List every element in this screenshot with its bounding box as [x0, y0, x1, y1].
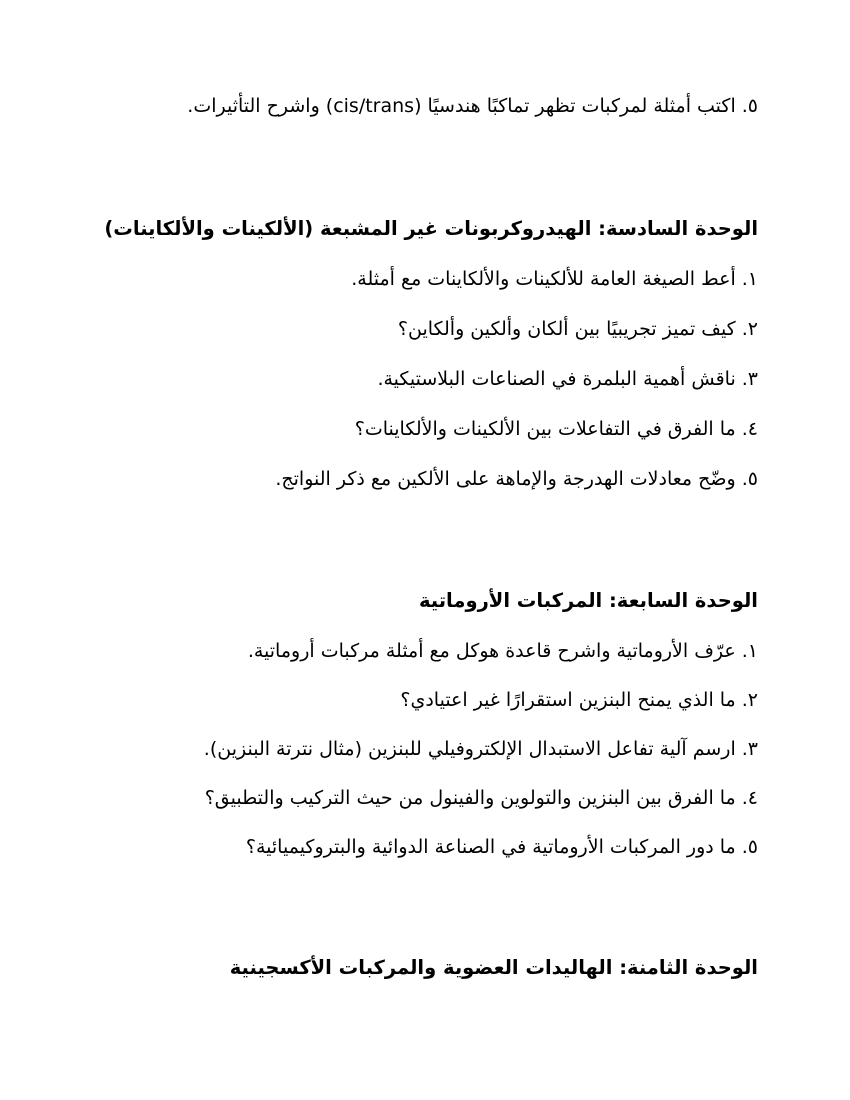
- list-item: [377, 366, 758, 392]
- item-text: ارسم آلية تفاعل الاستبدال الإلكتروفيلي للبنزين (مثال نترتة البنزين).: [203, 738, 736, 760]
- item-number: ٢.: [741, 318, 758, 340]
- item-text: ما دور المركبات الأروماتية في الصناعة الدوائية والبتروكيميائية؟: [245, 836, 736, 858]
- list-item: [275, 466, 758, 492]
- list-item: [248, 638, 758, 664]
- list-item: [246, 834, 758, 860]
- item-number: ٤.: [741, 418, 758, 440]
- list-item: [351, 266, 758, 292]
- list-item: [355, 416, 758, 442]
- item-text: ما الفرق في التفاعلات بين الألكينات والألكاينات؟: [354, 418, 736, 440]
- item-text: ناقش أهمية البلمرة في الصناعات البلاستيكية.: [377, 368, 736, 390]
- list-item: [398, 316, 758, 342]
- item-text: كيف تميز تجريبيًا بين ألكان وألكين وألكاين؟: [397, 318, 736, 340]
- item-number: ٥.: [741, 836, 758, 858]
- item-text: عرّف الأروماتية واشرح قاعدة هوكل مع أمثلة مركبات أروماتية.: [247, 640, 736, 662]
- item-number: ١.: [741, 640, 758, 662]
- list-item: [187, 93, 758, 119]
- item-text: وضّح معادلات الهدرجة والإماهة على الألكين مع ذكر النواتج.: [275, 468, 736, 490]
- item-number: ٥.: [741, 95, 758, 117]
- item-text: ما الذي يمنح البنزين استقرارًا غير اعتيادي؟: [400, 689, 736, 711]
- item-number: ٣.: [741, 738, 758, 760]
- list-item: [400, 687, 758, 713]
- unit-6-heading: الوحدة السادسة: الهيدروكربونات غير المشبعة (الألكينات والألكاينات): [104, 217, 758, 240]
- item-number: ١.: [741, 268, 758, 290]
- item-text: أعط الصيغة العامة للألكينات والألكاينات مع أمثلة.: [351, 268, 736, 290]
- item-number: ٣.: [741, 368, 758, 390]
- item-text: ما الفرق بين البنزين والتولوين والفينول من حيث التركيب والتطبيق؟: [204, 787, 736, 809]
- unit-8-heading: الوحدة الثامنة: الهاليدات العضوية والمركبات الأكسجينية: [229, 956, 758, 979]
- item-number: ٢.: [741, 689, 758, 711]
- unit-7-heading: الوحدة السابعة: المركبات الأروماتية: [418, 589, 758, 612]
- list-item: [205, 785, 758, 811]
- item-number: ٤.: [741, 787, 758, 809]
- item-number: ٥.: [741, 468, 758, 490]
- item-text: اكتب أمثلة لمركبات تظهر تماكبًا هندسيًا (cis/trans) واشرح التأثيرات.: [187, 95, 736, 117]
- list-item: [204, 736, 758, 762]
